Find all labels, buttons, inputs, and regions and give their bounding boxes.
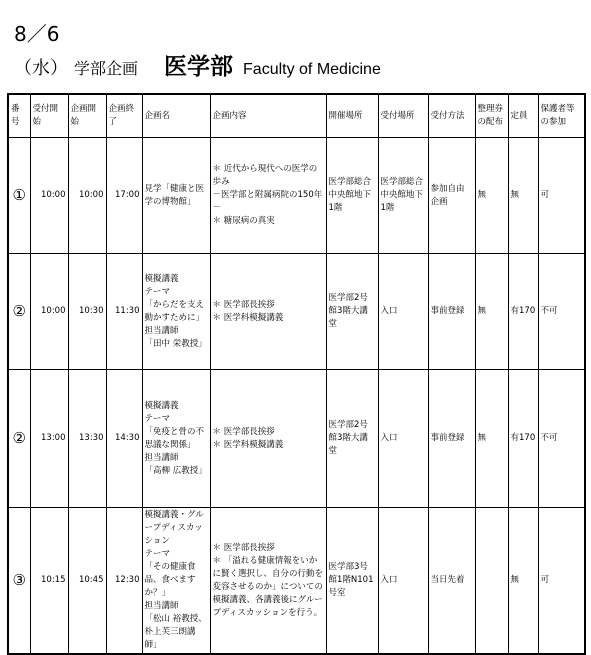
- reception-start-time: 10:00: [30, 138, 68, 254]
- table-row: [8, 508, 585, 655]
- row-number: ③: [8, 508, 30, 655]
- start-time: 13:30: [68, 370, 106, 508]
- event-date: 8／6: [14, 22, 60, 46]
- end-time: 11:30: [106, 254, 142, 370]
- program-name: 模擬講義・グループディスカッション テーマ 「その健康食品、食べますか？」 担当講師 「松山 裕教授、朴上芙三朗講師」: [142, 508, 210, 655]
- table-row: [8, 254, 585, 370]
- ticket-distribution: [475, 508, 508, 655]
- table-row: [8, 370, 585, 508]
- reception-method: 事前登録: [428, 370, 475, 508]
- capacity: 有170: [508, 254, 538, 370]
- column-header: 企画開始: [68, 94, 106, 138]
- program-table: [7, 93, 586, 655]
- column-header: 受付場所: [378, 94, 428, 138]
- program-type: 学部企画: [74, 59, 139, 78]
- table-row: [8, 138, 585, 254]
- column-header: 受付開始: [30, 94, 68, 138]
- reception-place: 入口: [378, 254, 428, 370]
- ticket-distribution: 無: [475, 370, 508, 508]
- start-time: 10:30: [68, 254, 106, 370]
- column-header: 受付方法: [428, 94, 475, 138]
- ticket-distribution: 無: [475, 138, 508, 254]
- guardian-participation: 不可: [538, 370, 585, 508]
- program-name: 見学「健康と医学の博物館」: [142, 138, 210, 254]
- faculty-title: 医学部: [164, 54, 234, 80]
- column-header: 定員: [508, 94, 538, 138]
- row-number: ②: [8, 370, 30, 508]
- venue: 医学部2号館3階大講堂: [326, 254, 378, 370]
- reception-place: 入口: [378, 370, 428, 508]
- program-name: 模擬講義 テーマ 「からだを支え動かすために」 担当講師 「田中 栄教授」: [142, 254, 210, 370]
- row-number: ①: [8, 138, 30, 254]
- column-header: 開催場所: [326, 94, 378, 138]
- header-line: [14, 48, 381, 78]
- column-header: 保護者等の参加: [538, 94, 585, 138]
- faculty-title-english: Faculty of Medicine: [243, 61, 381, 78]
- end-time: 14:30: [106, 370, 142, 508]
- capacity: 無: [508, 138, 538, 254]
- reception-method: 参加自由企画: [428, 138, 475, 254]
- end-time: 12:30: [106, 508, 142, 655]
- capacity: 有170: [508, 370, 538, 508]
- reception-method: 当日先着: [428, 508, 475, 655]
- column-header: 企画内容: [210, 94, 326, 138]
- guardian-participation: 可: [538, 138, 585, 254]
- venue: 医学部2号館3階大講堂: [326, 370, 378, 508]
- column-header: 企画名: [142, 94, 210, 138]
- column-header: 番号: [8, 94, 30, 138]
- reception-method: 事前登録: [428, 254, 475, 370]
- program-content: ＊ 医学部長挨拶 ＊ 「溢れる健康情報をいかに賢く選択し、自分の行動を変容させるのか」についての模擬講義、各講義後にグループディスカッションを行う。: [210, 508, 326, 655]
- end-time: 17:00: [106, 138, 142, 254]
- venue: 医学部3号館1階N101号室: [326, 508, 378, 655]
- program-content: ＊ 医学部長挨拶 ＊ 医学科模擬講義: [210, 254, 326, 370]
- guardian-participation: 不可: [538, 254, 585, 370]
- reception-start-time: 10:15: [30, 508, 68, 655]
- start-time: 10:00: [68, 138, 106, 254]
- venue: 医学部総合中央館地下1階: [326, 138, 378, 254]
- program-content: ＊ 医学部長挨拶 ＊ 医学科模擬講義: [210, 370, 326, 508]
- row-number: ②: [8, 254, 30, 370]
- program-name: 模擬講義 テーマ 「免疫と骨の不思議な関係」 担当講師 「高柳 広教授」: [142, 370, 210, 508]
- reception-start-time: 10:00: [30, 254, 68, 370]
- guardian-participation: 可: [538, 508, 585, 655]
- program-content: ＊ 近代から現代への医学の歩み －医学部と附属病院の150年－ ＊ 糖尿病の真実: [210, 138, 326, 254]
- column-header: 企画終了: [106, 94, 142, 138]
- ticket-distribution: 無: [475, 254, 508, 370]
- reception-place: 入口: [378, 508, 428, 655]
- capacity: 無: [508, 508, 538, 655]
- reception-place: 医学部総合中央館地下1階: [378, 138, 428, 254]
- event-day: （水）: [14, 58, 68, 79]
- reception-start-time: 13:00: [30, 370, 68, 508]
- start-time: 10:45: [68, 508, 106, 655]
- column-header: 整理券の配布: [475, 94, 508, 138]
- table-header-row: [8, 94, 585, 138]
